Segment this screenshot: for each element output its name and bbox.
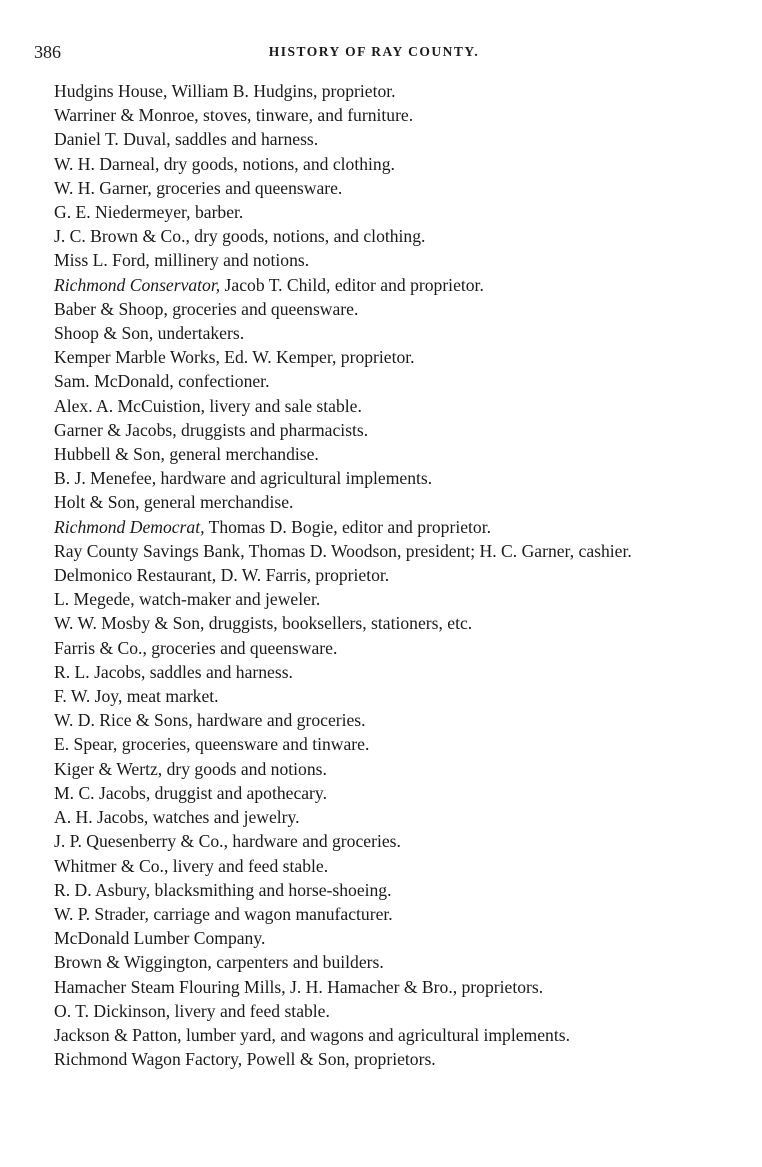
directory-entry [34,611,696,635]
directory-entry [34,781,696,805]
directory-entry [34,999,696,1023]
directory-entry [34,515,696,539]
entry-text: Shoop & Son, undertakers. [54,323,245,344]
entry-text: Holt & Son, general merchandise. [54,492,294,513]
entry-text: Sam. McDonald, confectioner. [54,371,270,392]
directory-entry [34,273,696,297]
business-directory-list [34,79,696,1071]
entry-text: Jacob T. Child, editor and proprietor. [220,274,484,295]
entry-text: J. C. Brown & Co., dry goods, notions, and clothing. [54,226,426,247]
newspaper-name: Richmond Democrat, [54,516,205,537]
entry-text: Miss L. Ford, millinery and notions. [54,250,310,271]
entry-text: Delmonico Restaurant, D. W. Farris, proprietor. [54,565,390,586]
entry-text: Kemper Marble Works, Ed. W. Kemper, proprietor. [54,347,415,368]
running-head: HISTORY OF RAY COUNTY. [268,44,480,59]
entry-text: J. P. Quesenberry & Co., hardware and groceries. [54,831,401,852]
directory-entry [34,369,696,393]
directory-entry [34,563,696,587]
entry-text: Jackson & Patton, lumber yard, and wagons and agricultural implements. [54,1024,570,1045]
entry-text: Richmond Wagon Factory, Powell & Son, proprietors. [54,1049,436,1070]
entry-text: W. W. Mosby & Son, druggists, booksellers, stationers, etc. [54,613,473,634]
entry-text: Hubbell & Son, general merchandise. [54,444,319,465]
directory-entry [34,829,696,853]
page-number: 386 [34,42,61,62]
entry-text: R. D. Asbury, blacksmithing and horse-shoeing. [54,879,392,900]
entry-text: Hamacher Steam Flouring Mills, J. H. Hamacher & Bro., proprietors. [54,976,544,997]
directory-entry [34,950,696,974]
entry-text: W. H. Darneal, dry goods, notions, and clothing. [54,153,395,174]
entry-text: W. D. Rice & Sons, hardware and groceries. [54,710,366,731]
directory-entry [34,200,696,224]
entry-text: A. H. Jacobs, watches and jewelry. [54,807,300,828]
entry-text: Farris & Co., groceries and queensware. [54,637,338,658]
entry-text: E. Spear, groceries, queensware and tinware. [54,734,370,755]
entry-text: Daniel T. Duval, saddles and harness. [54,129,319,150]
directory-entry [34,103,696,127]
directory-entry [34,176,696,200]
entry-text: Thomas D. Bogie, editor and proprietor. [204,516,491,537]
directory-entry [34,490,696,514]
directory-entry [34,1023,696,1047]
directory-entry [34,248,696,272]
directory-entry [34,539,696,563]
entry-text: Baber & Shoop, groceries and queensware. [54,298,359,319]
directory-entry [34,636,696,660]
entry-text: McDonald Lumber Company. [54,928,266,949]
directory-entry [34,79,696,103]
directory-entry [34,442,696,466]
directory-entry [34,224,696,248]
directory-entry [34,321,696,345]
entry-text: Brown & Wiggington, carpenters and builders. [54,952,384,973]
directory-entry [34,345,696,369]
entry-text: W. P. Strader, carriage and wagon manufacturer. [54,903,393,924]
directory-entry [34,297,696,321]
directory-entry [34,394,696,418]
newspaper-name: Richmond Conservator, [54,274,221,295]
directory-entry [34,152,696,176]
directory-entry [34,732,696,756]
directory-entry [34,1047,696,1071]
directory-entry [34,660,696,684]
entry-text: Whitmer & Co., livery and feed stable. [54,855,329,876]
entry-text: Garner & Jacobs, druggists and pharmacists. [54,419,369,440]
directory-entry [34,854,696,878]
entry-text: F. W. Joy, meat market. [54,686,219,707]
entry-text: Warriner & Monroe, stoves, tinware, and furniture. [54,105,414,126]
entry-text: B. J. Menefee, hardware and agricultural implements. [54,468,433,489]
directory-entry [34,757,696,781]
entry-text: M. C. Jacobs, druggist and apothecary. [54,782,327,803]
entry-text: O. T. Dickinson, livery and feed stable. [54,1000,330,1021]
entry-text: Hudgins House, William B. Hudgins, proprietor. [54,81,396,101]
entry-text: R. L. Jacobs, saddles and harness. [54,661,293,682]
directory-entry [34,902,696,926]
directory-entry [34,805,696,829]
entry-text: W. H. Garner, groceries and queensware. [54,177,343,198]
entry-text: L. Megede, watch-maker and jeweler. [54,589,321,610]
directory-entry [34,975,696,999]
entry-text: Alex. A. McCuistion, livery and sale stable. [54,395,362,416]
directory-entry [34,418,696,442]
directory-entry [34,466,696,490]
directory-entry [34,878,696,902]
entry-text: Kiger & Wertz, dry goods and notions. [54,758,327,779]
directory-entry [34,926,696,950]
directory-entry [34,708,696,732]
entry-text: G. E. Niedermeyer, barber. [54,202,244,223]
directory-entry [34,684,696,708]
directory-entry [34,587,696,611]
directory-entry [34,127,696,151]
entry-text: Ray County Savings Bank, Thomas D. Woodson, president; H. C. Garner, cashier. [54,540,632,561]
page-header [34,40,694,64]
